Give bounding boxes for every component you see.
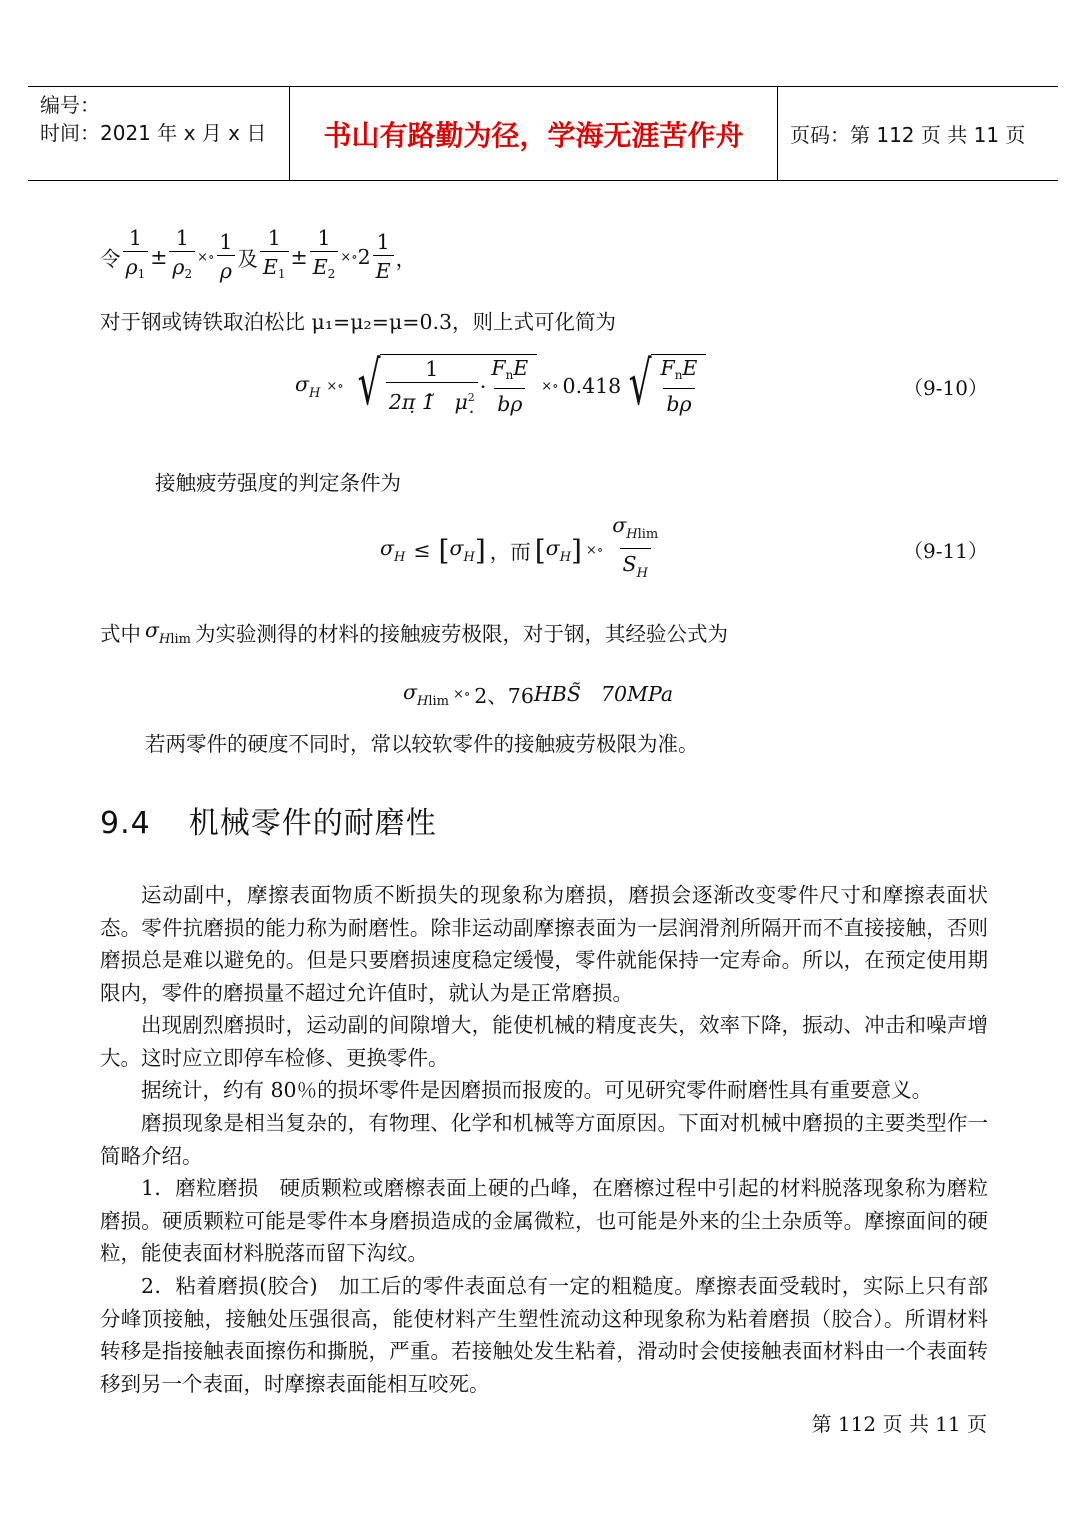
time-label: 时间：2021 年 x 月 x 日 [40,121,267,145]
header-meta [28,87,290,180]
poisson-text: 对于钢或铸铁取泊松比 μ₁=μ₂=μ=0.3，则上式可化简为 [100,310,617,334]
formula-unit: 70MPa [600,682,674,706]
where-suffix: 为实验测得的材料的接触疲劳极限，对于钢，其经验公式为 [195,622,728,646]
equation-number-9-10: （9-10） [903,376,988,400]
sqrt-expression: √ $\frac{1}{2\pị 1̃ \mu^2}$ · $\frac{F_nE}{b\rho}$ [350,354,538,419]
paragraph-6: 2．粘着磨损(胶合) 加工后的零件表面总有一定的粗糙度。摩擦表面受载时，实际上只有部分峰顶接触，接触处压强很高，能使材料产生塑性流动这种现象称为粘着磨损（胶合）。所谓材料转移是指接触表面擦伤和撕脱，严重。若接触处发生粘着，滑动时会使接触表面材料由一个表面转移到另一个表面，时摩擦表面能相互咬死。 [100,1274,988,1396]
fraction-1-rho2: $\frac{1}{\rho_2}$ [169,225,195,289]
section-heading [100,798,437,842]
fraction-1-e: $\frac{1}{E}$ [373,229,394,286]
number-label: 编号： [40,93,100,117]
and-word: 及 [237,247,258,271]
fraction-1-e2: $\frac{1}{E_2}$ [310,225,339,289]
formula-constant: 2、76 [474,684,534,708]
page-header [28,86,1058,181]
formula-9-11: $\sigma_H$ ≤ [ $\sigma_H$ ] ，而 [ $\sigma_H$ ] ×∘ $\frac{\sigma_{Hlim}}{S_H}$ （9-11） [100,515,988,585]
formula-sigma-hlim: $\sigma_{Hlim}$ ×∘ 2、76 HBS̃ 70MPa [403,679,674,709]
header-motto: 书山有路勤为径，学海无涯苦作舟 [290,87,778,180]
paragraph-4: 磨损现象是相当复杂的，有物理、化学和机械等方面原因。下面对机械中磨损的主要类型作一简略介绍。 [100,1111,988,1168]
constant-0418: 0.418 [562,374,622,398]
formula-9-10: $\sigma_H$ ×∘ √ $\frac{1}{2\pị 1̃ \mu^2}$ · $\frac{F_nE}{b\rho}$ ×∘ 0.418 √ $\frac{F_nE}{b\rho}$ （9-10） [295,348,988,419]
let-prefix: 令 [100,247,121,271]
criterion-text: 接触疲劳强度的判定条件为 [155,471,401,495]
paragraph-3: 据统计，约有 80％的损坏零件是因磨损而报废的。可见研究零件耐磨性具有重要意义。 [141,1078,933,1102]
equation-number-9-11: （9-11） [903,539,988,563]
paragraph-5: 1．磨粒磨损 硬质颗粒或磨檫表面上硬的凸峰，在磨檫过程中引起的材料脱落现象称为磨粒磨损。硬质颗粒可能是零件本身磨损造成的金属微粒，也可能是外来的尘土杂质等。摩擦面间的硬粒，能使表面材料脱落而留下沟纹。 [100,1176,988,1265]
section-title: 机械零件的耐磨性 [188,806,437,841]
header-page-info: 页码：第 112 页 共 11 页 [790,123,1026,147]
and-conjunction: ，而 [489,540,531,564]
section-number: 9.4 [100,806,151,841]
hardness-note: 若两零件的硬度不同时，常以较软零件的接触疲劳极限为准。 [145,732,699,756]
fraction-1-e1: $\frac{1}{E_1}$ [260,225,289,289]
paragraph-1: 运动副中，摩擦表面物质不断损失的现象称为磨损，磨损会逐渐改变零件尺寸和摩擦表面状态。零件抗磨损的能力称为耐磨性。除非运动副摩擦表面为一层润滑剂所隔开而不直接接触，否则磨损总是难以避免的。但是只要磨损速度稳定缓慢，零件就能保持一定寿命。所以，在预定使用期限内，零件的磨损量不超过允许值时，就认为是正常磨损。 [100,883,988,1005]
fraction-1-rho1: $\frac{1}{\rho_1}$ [123,225,149,289]
formula-trail: ， [395,247,417,271]
formula-definitions: 令 $\frac{1}{\rho_1}$ ± $\frac{1}{\rho_2}$ ×∘ $\frac{1}{\rho}$ 及 $\frac{1}{E_1}$ ± $\frac{1}{E_2}$ ×∘ 2 $\frac{1}{E}$ ， [100,222,988,292]
where-prefix: 式中 [100,622,141,646]
paragraph-2: 出现剧烈磨损时，运动副的间隙增大，能使机械的精度丧失，效率下降，振动、冲击和噪声增大。这时应立即停车检修、更换零件。 [100,1013,988,1070]
where-line: 式中 $\sigma_{Hlim}$ 为实验测得的材料的接触疲劳极限，对于钢，其经验公式为 [100,617,728,647]
page-footer: 第 112 页 共 11 页 [811,1412,987,1436]
sqrt-fne: √ $\frac{F_nE}{b\rho}$ [621,354,706,419]
fraction-1-rho: $\frac{1}{\rho}$ [216,229,235,286]
